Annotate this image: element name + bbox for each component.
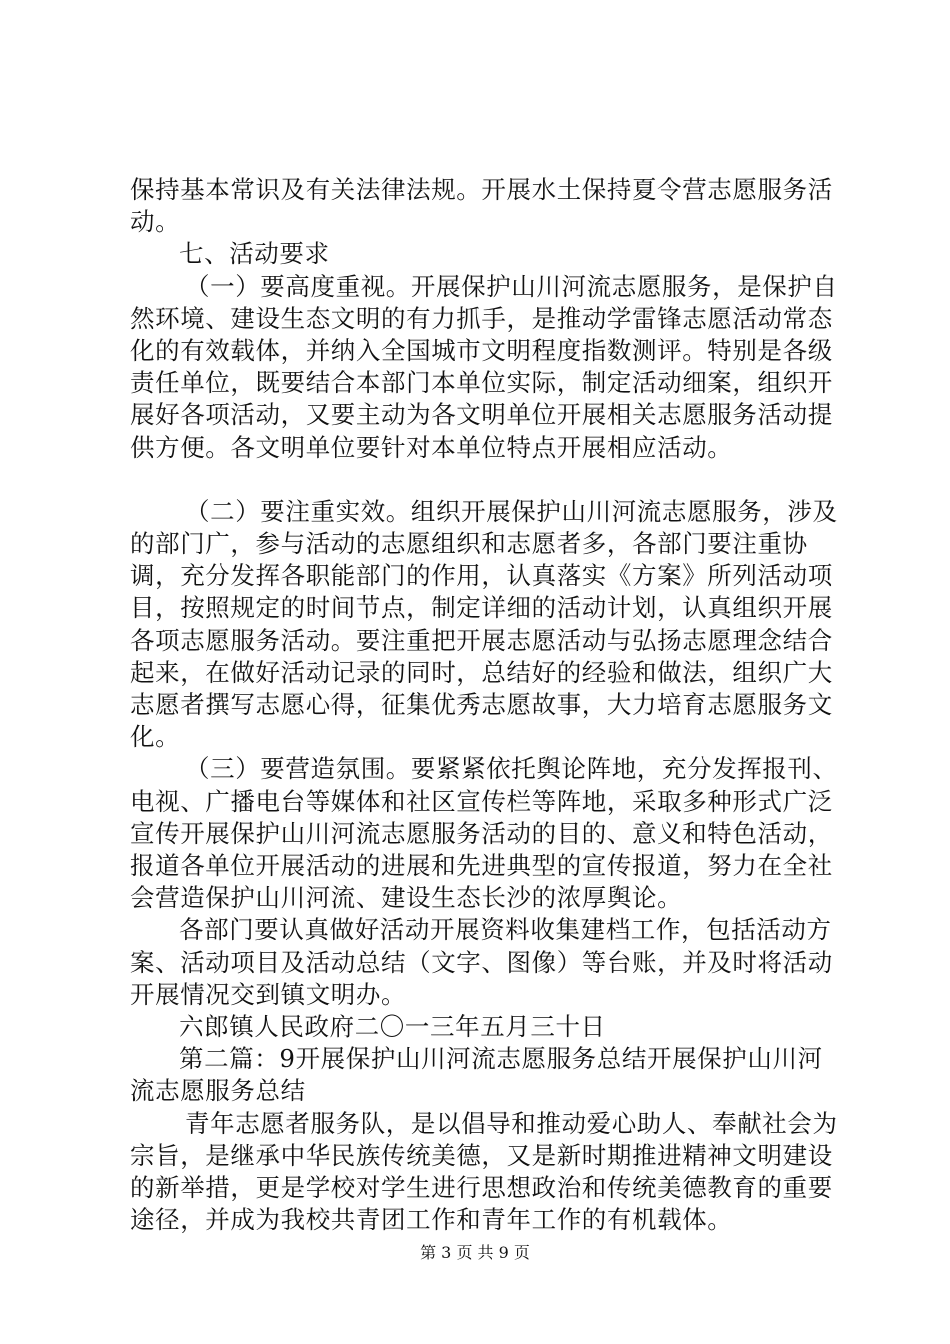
signature-line: 六郎镇人民政府二〇一三年五月三十日 (179, 1012, 606, 1042)
paragraph-continuation: 保持基本常识及有关法律法规。开展水土保持夏令营志愿服务活动。 (130, 175, 833, 237)
paragraph-archiving: 各部门要认真做好活动开展资料收集建档工作，包括活动方案、活动项目及活动总结（文字、图像）等台账，并及时将活动开展情况交到镇文明办。 (130, 915, 833, 1009)
paragraph-requirement-3: （三）要营造氛围。要紧紧依托舆论阵地，充分发挥报刊、电视、广播电台等媒体和社区宣传栏等阵地，采取多种形式广泛宣传开展保护山川河流志愿服务活动的目的、意义和特色活动，报道各单位开展活动的进展和先进典型的宣传报道，努力在全社会营造保护山川河流、建设生态长沙的浓厚舆论。 (130, 754, 838, 913)
paragraph-volunteer-team: 青年志愿者服务队，是以倡导和推动爱心助人、奉献社会为宗旨，是继承中华民族传统美德，又是新时期推进精神文明建设的新举措，更是学校对学生进行思想政治和传统美德教育的重要途径，并成为我校共青团工作和青年工作的有机载体。 (130, 1108, 838, 1235)
section-heading-requirements: 七、活动要求 (179, 239, 330, 269)
document-body (130, 174, 845, 1237)
section-heading-part-two: 第二篇：9开展保护山川河流志愿服务总结开展保护山川河流志愿服务总结 (130, 1044, 823, 1106)
page-number-footer: 第 3 页 共 9 页 (420, 1243, 530, 1262)
paragraph-requirement-1: （一）要高度重视。开展保护山川河流志愿服务，是保护自然环境、建设生态文明的有力抓手，是推动学雷锋志愿活动常态化的有效载体，并纳入全国城市文明程度指数测评。特别是各级责任单位，既要结合本部门本单位实际，制定活动细案，组织开展好各项活动，又要主动为各文明单位开展相关志愿服务活动提供方便。各文明单位要针对本单位特点开展相应活动。 (130, 271, 838, 462)
paragraph-requirement-2: （二）要注重实效。组织开展保护山川河流志愿服务，涉及的部门广，参与活动的志愿组织和志愿者多，各部门要注重协调，充分发挥各职能部门的作用，认真落实《方案》所列活动项目，按照规定的时间节点，制定详细的活动计划，认真组织开展各项志愿服务活动。要注重把开展志愿活动与弘扬志愿理念结合起来，在做好活动记录的同时，总结好的经验和做法，组织广大志愿者撰写志愿心得，征集优秀志愿故事，大力培育志愿服务文化。 (130, 496, 838, 752)
